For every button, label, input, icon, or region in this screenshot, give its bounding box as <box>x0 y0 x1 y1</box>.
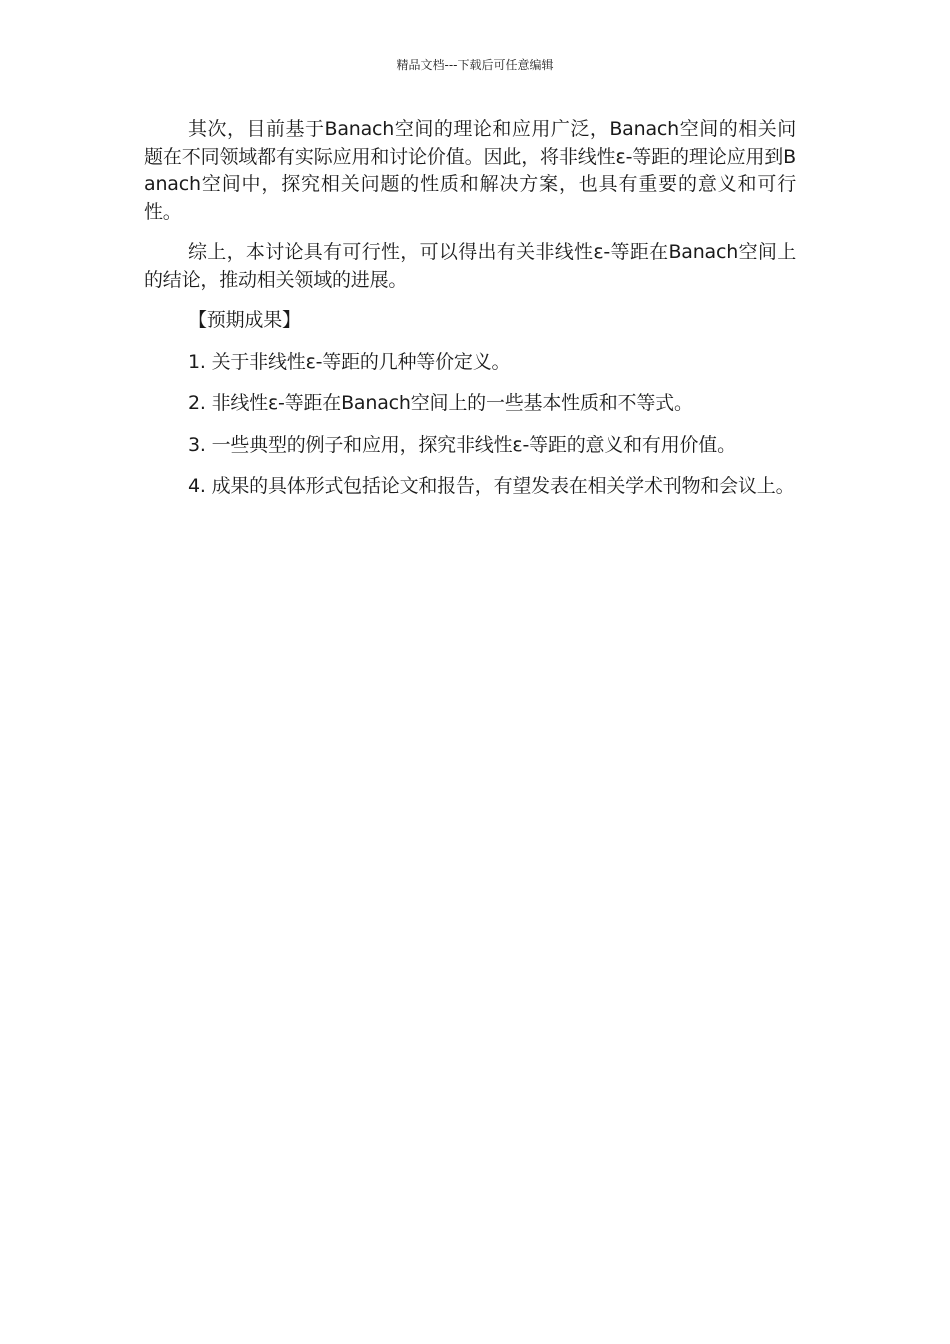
list-item: 3. 一些典型的例子和应用，探究非线性ε-等距的意义和有用价值。 <box>188 433 736 456</box>
list-item: 4. 成果的具体形式包括论文和报告，有望发表在相关学术刊物和会议上。 <box>188 475 795 497</box>
document-body <box>144 116 796 515</box>
list-item: 1. 关于非线性ε-等距的几种等价定义。 <box>188 350 511 373</box>
section-title-expected-results: 【预期成果】 <box>188 309 301 331</box>
paragraph-conclusion: 综上，本讨论具有可行性，可以得出有关非线性ε-等距在Banach空间上的结论，推动相关领域的进展。 <box>144 241 796 291</box>
page-header: 精品文档---下载后可任意编辑 <box>396 58 554 72</box>
paragraph-background: 其次，目前基于Banach空间的理论和应用广泛，Banach空间的相关问题在不同领域都有实际应用和讨论价值。因此，将非线性ε-等距的理论应用到Banach空间中，探究相关问题的性质和解决方案，也具有重要的意义和可行性。 <box>144 118 796 223</box>
list-item: 2. 非线性ε-等距在Banach空间上的一些基本性质和不等式。 <box>188 392 693 414</box>
